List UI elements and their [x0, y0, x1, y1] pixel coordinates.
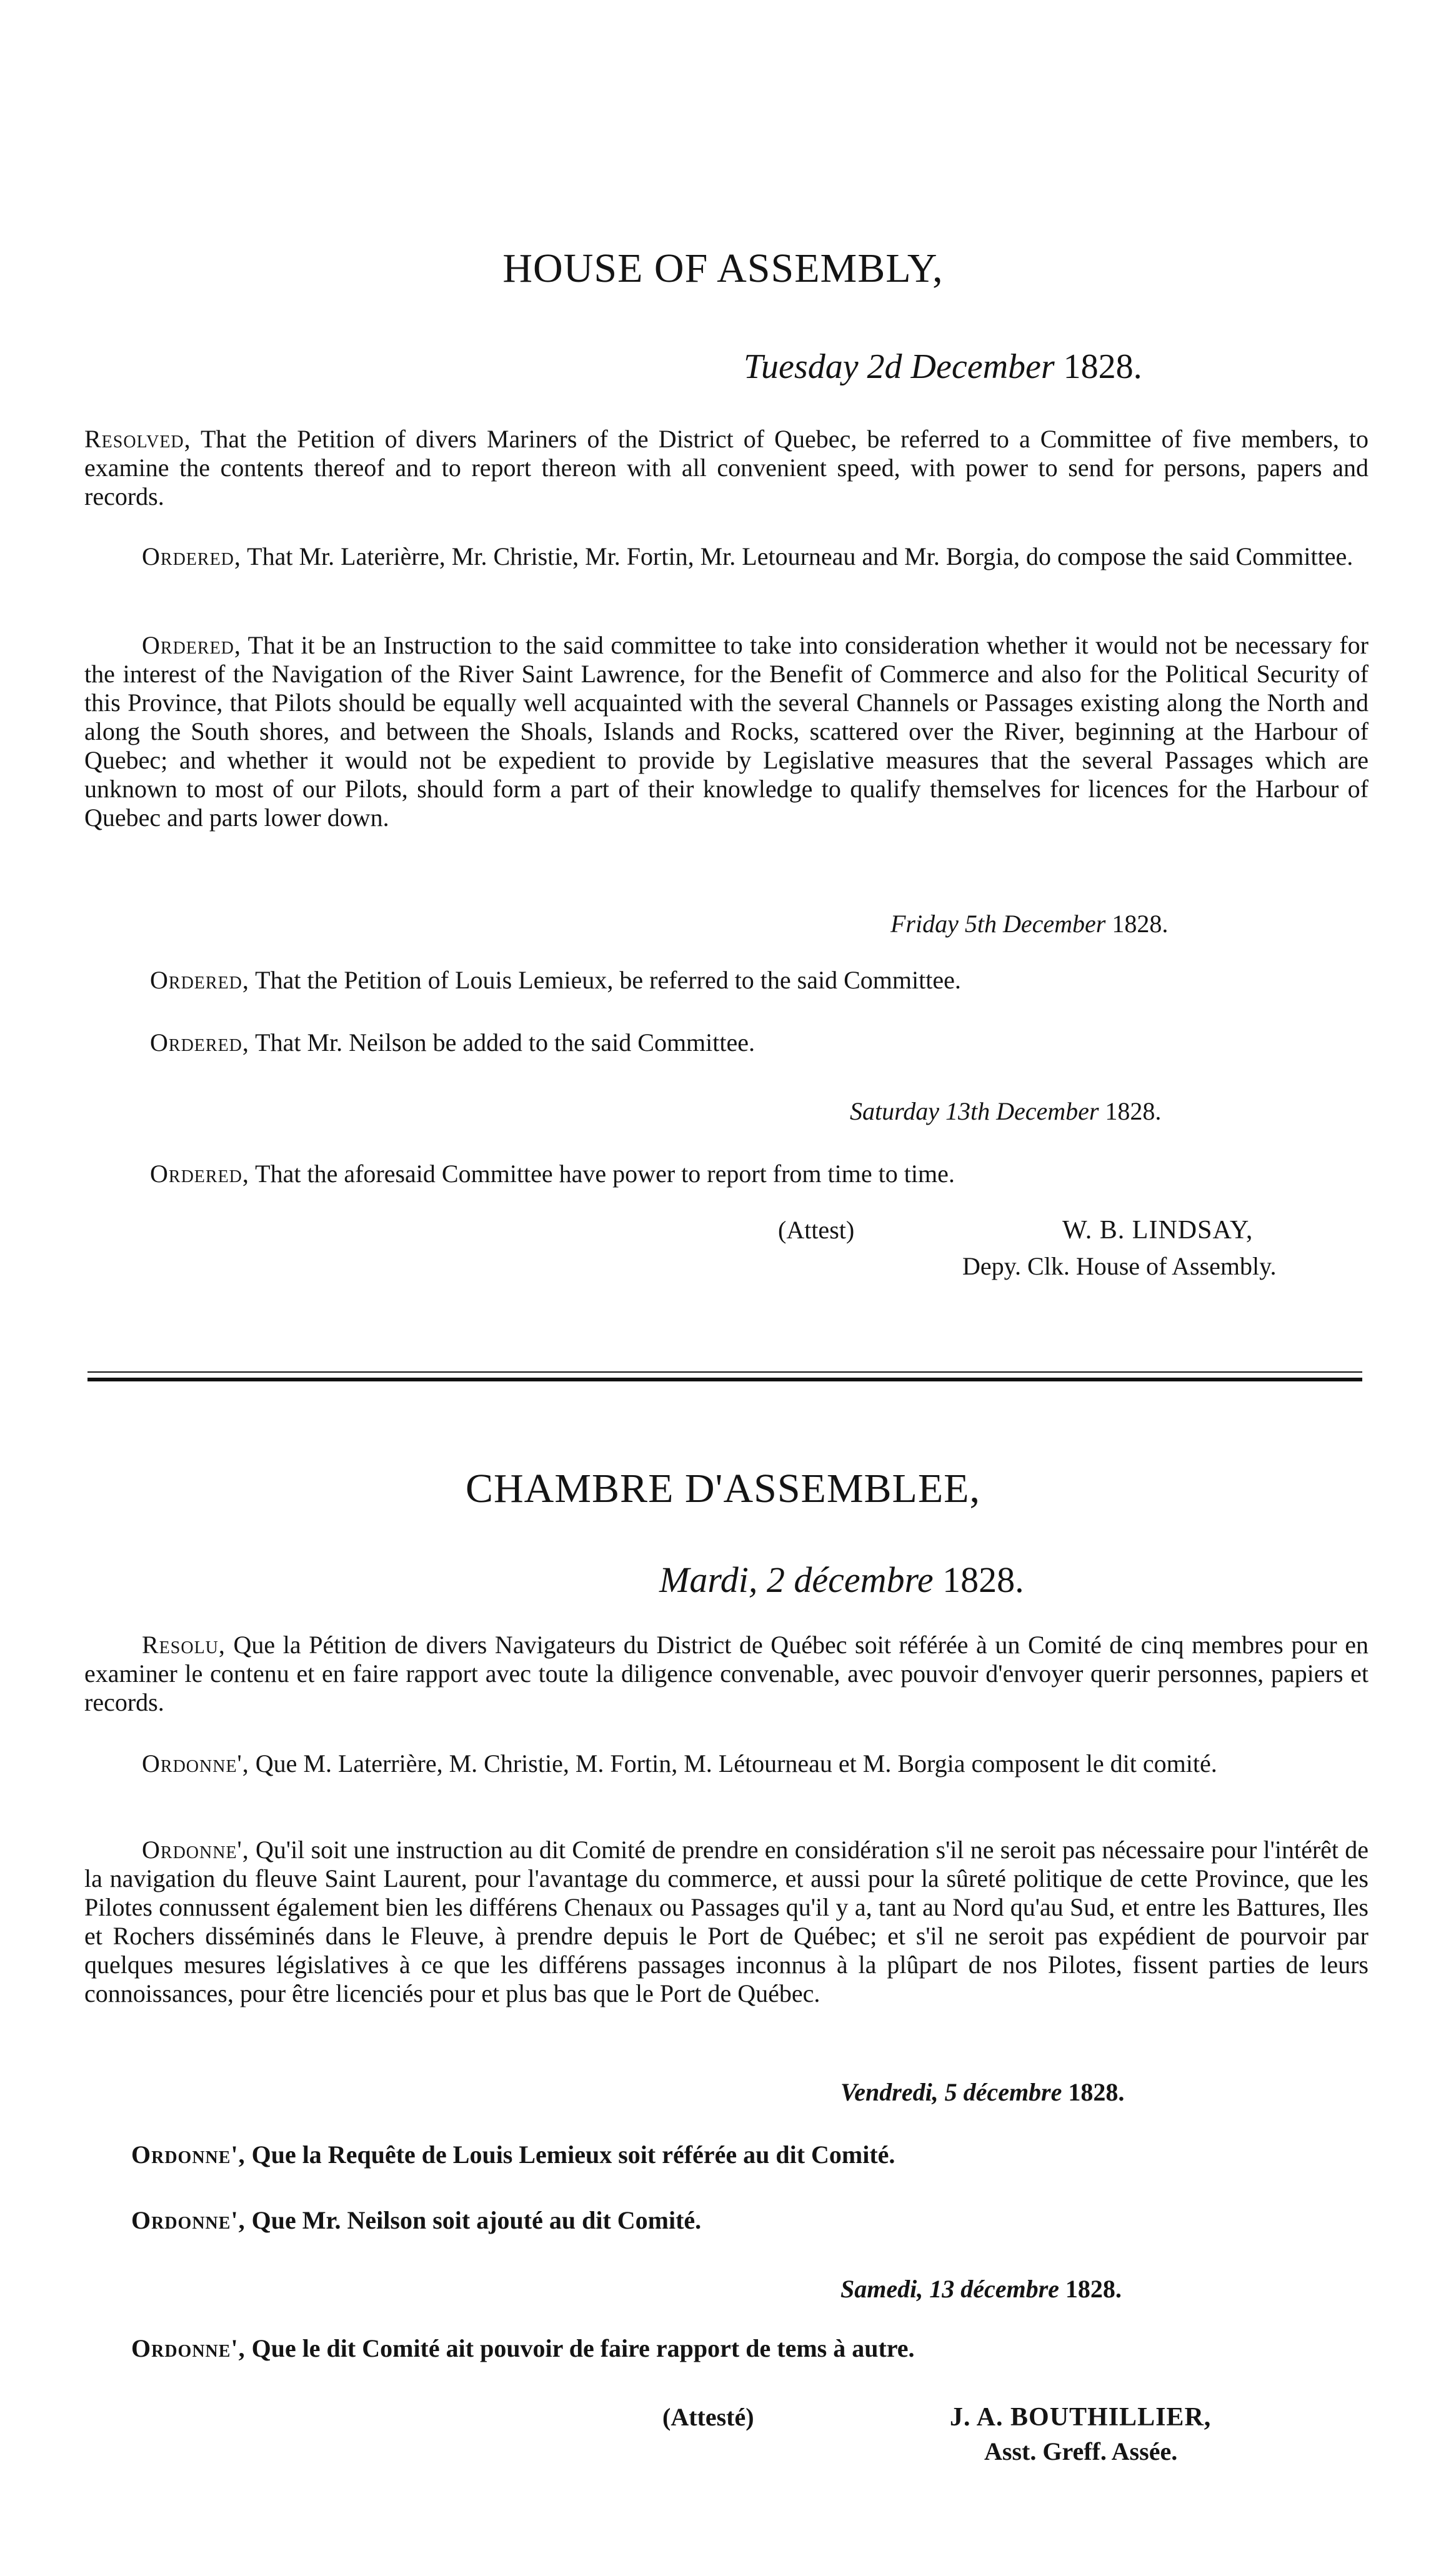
resolved-text: That the Petition of divers Mariners of the District of Quebec, be referred to a Committee of five members, to examine the contents thereof and to report thereon with all convenient speed, with power to send for persons, papers and records. [84, 425, 1369, 510]
ordonne-3-text: Que la Requête de Louis Lemieux soit référée au dit Comité. [251, 2141, 895, 2169]
french-signer: J. A. BOUTHILLIER, [950, 2403, 1212, 2432]
french-date-3-year: 1828. [1065, 2275, 1122, 2303]
resolved-lead: Resolved, [84, 425, 191, 453]
ordered-5-lead: Ordered, [150, 1160, 249, 1188]
ordonne-3-lead: Ordonne', [131, 2141, 246, 2169]
english-signer-title: Depy. Clk. House of Assembly. [962, 1252, 1277, 1280]
ordonne-1-text: Que M. Laterrière, M. Christie, M. Fortin, M. Létourneau et M. Borgia composent le dit comité. [255, 1749, 1217, 1778]
french-signer-title: Asst. Greff. Assée. [984, 2437, 1178, 2465]
ordonne-4-text: Que Mr. Neilson soit ajouté au dit Comité. [251, 2206, 702, 2234]
english-title: HOUSE OF ASSEMBLY, [502, 246, 944, 291]
english-date-1-year: 1828. [1063, 347, 1142, 386]
ordered-5-text: That the aforesaid Committee have power to report from time to time. [255, 1160, 955, 1188]
ordered-4-lead: Ordered, [150, 1028, 249, 1057]
french-ordonne-2-paragraph [84, 1836, 1369, 2008]
english-attest: (Attest) [778, 1216, 855, 1244]
ordonne-2-lead: Ordonne', [142, 1836, 249, 1864]
english-date-3-text: Saturday 13th December [850, 1097, 1099, 1125]
english-date-3-year: 1828. [1105, 1097, 1162, 1125]
french-date-3 [840, 2274, 1122, 2304]
divider-thick [87, 1378, 1362, 1381]
ordered-1-lead: Ordered, [142, 542, 241, 570]
french-ordonne-1-paragraph [84, 1749, 1369, 1778]
english-date-2-text: Friday 5th December [890, 910, 1106, 938]
french-resolu-paragraph [84, 1631, 1369, 1717]
english-resolved-paragraph [84, 425, 1369, 511]
english-date-1 [744, 347, 1142, 387]
english-date-1-text: Tuesday 2d December [744, 347, 1055, 386]
french-title: CHAMBRE D'ASSEMBLEE, [466, 1466, 980, 1511]
french-date-2 [840, 2077, 1124, 2107]
french-ordonne-4 [131, 2206, 701, 2235]
french-ordonne-3 [131, 2140, 895, 2169]
english-ordered-1-paragraph [84, 542, 1369, 571]
french-date-1-year: 1828. [942, 1559, 1024, 1600]
ordonne-4-lead: Ordonne', [131, 2206, 246, 2234]
french-date-2-year: 1828. [1068, 2078, 1125, 2106]
resolu-lead: Resolu, [142, 1631, 226, 1659]
ordered-3-text: That the Petition of Louis Lemieux, be referred to the said Committee. [255, 966, 961, 994]
english-ordered-5 [150, 1159, 955, 1188]
english-date-2 [890, 909, 1168, 938]
divider-thin [87, 1371, 1362, 1373]
french-date-2-text: Vendredi, 5 décembre [840, 2078, 1062, 2106]
english-signer: W. B. LINDSAY, [1062, 1216, 1254, 1245]
ordered-4-text: That Mr. Neilson be added to the said Committee. [255, 1028, 755, 1057]
english-ordered-2-paragraph [84, 631, 1369, 832]
french-date-1 [659, 1559, 1024, 1601]
ordonne-5-text: Que le dit Comité ait pouvoir de faire rapport de tems à autre. [251, 2334, 915, 2362]
ordered-1-text: That Mr. Laterièrre, Mr. Christie, Mr. Fortin, Mr. Letourneau and Mr. Borgia, do compose the said Committee. [247, 542, 1354, 570]
resolu-text: Que la Pétition de divers Navigateurs du District de Québec soit référée à un Comité de cinq membres pour en examiner le contenu et en faire rapport avec toute la diligence convenable, avec pouvoir d'envoyer querir personnes, papiers et records. [84, 1631, 1369, 1716]
ordonne-5-lead: Ordonne', [131, 2334, 246, 2362]
ordonne-1-lead: Ordonne', [142, 1749, 249, 1778]
english-ordered-3 [150, 965, 961, 995]
ordered-2-lead: Ordered, [142, 631, 241, 659]
french-date-1-text: Mardi, 2 décembre [659, 1559, 934, 1600]
english-date-3 [850, 1097, 1161, 1126]
english-date-2-year: 1828. [1112, 910, 1169, 938]
ordered-2-text: That it be an Instruction to the said committee to take into consideration whether it would not be necessary for the interest of the Navigation of the River Saint Lawrence, for the Benefit of Commerce and also for the Political Security of this Province, that Pilots should be equally well acquainted with the several Channels or Passages existing along the North and along the South shores, and between the Shoals, Islands and Rocks, scattered over the River, beginning at the Harbour of Quebec; and whether it would not be expedient to provide by Legislative measures that the several Passages which are unknown to most of our Pilots, should form a part of their knowledge to qualify themselves for licences for the Harbour of Quebec and parts lower down. [84, 631, 1369, 832]
ordonne-2-text: Qu'il soit une instruction au dit Comité de prendre en considération s'il ne seroit pas nécessaire pour l'intérêt de la navigation du fleuve Saint Laurent, pour l'avantage du commerce, et aussi pour la sûreté politique de cette Province, que les Pilotes connussent également bien les différens Chenaux ou Passages qu'il y a, tant au Nord qu'au Sud, et entre les Battures, Iles et Rochers disséminés dans le Fleuve, à prendre depuis le Port de Québec; et s'il ne seroit pas expédient de pourvoir par quelques mesures législatives à ce que les différens passages inconnus à la plûpart de nos Pilotes, fissent parties de leurs connoissances, pour être licenciés pour et plus bas que le Port de Québec. [84, 1836, 1369, 2007]
french-date-3-text: Samedi, 13 décembre [840, 2275, 1059, 2303]
french-attest: (Attesté) [662, 2403, 754, 2431]
english-ordered-4 [150, 1028, 755, 1057]
french-ordonne-5 [131, 2334, 915, 2363]
ordered-3-lead: Ordered, [150, 966, 249, 994]
